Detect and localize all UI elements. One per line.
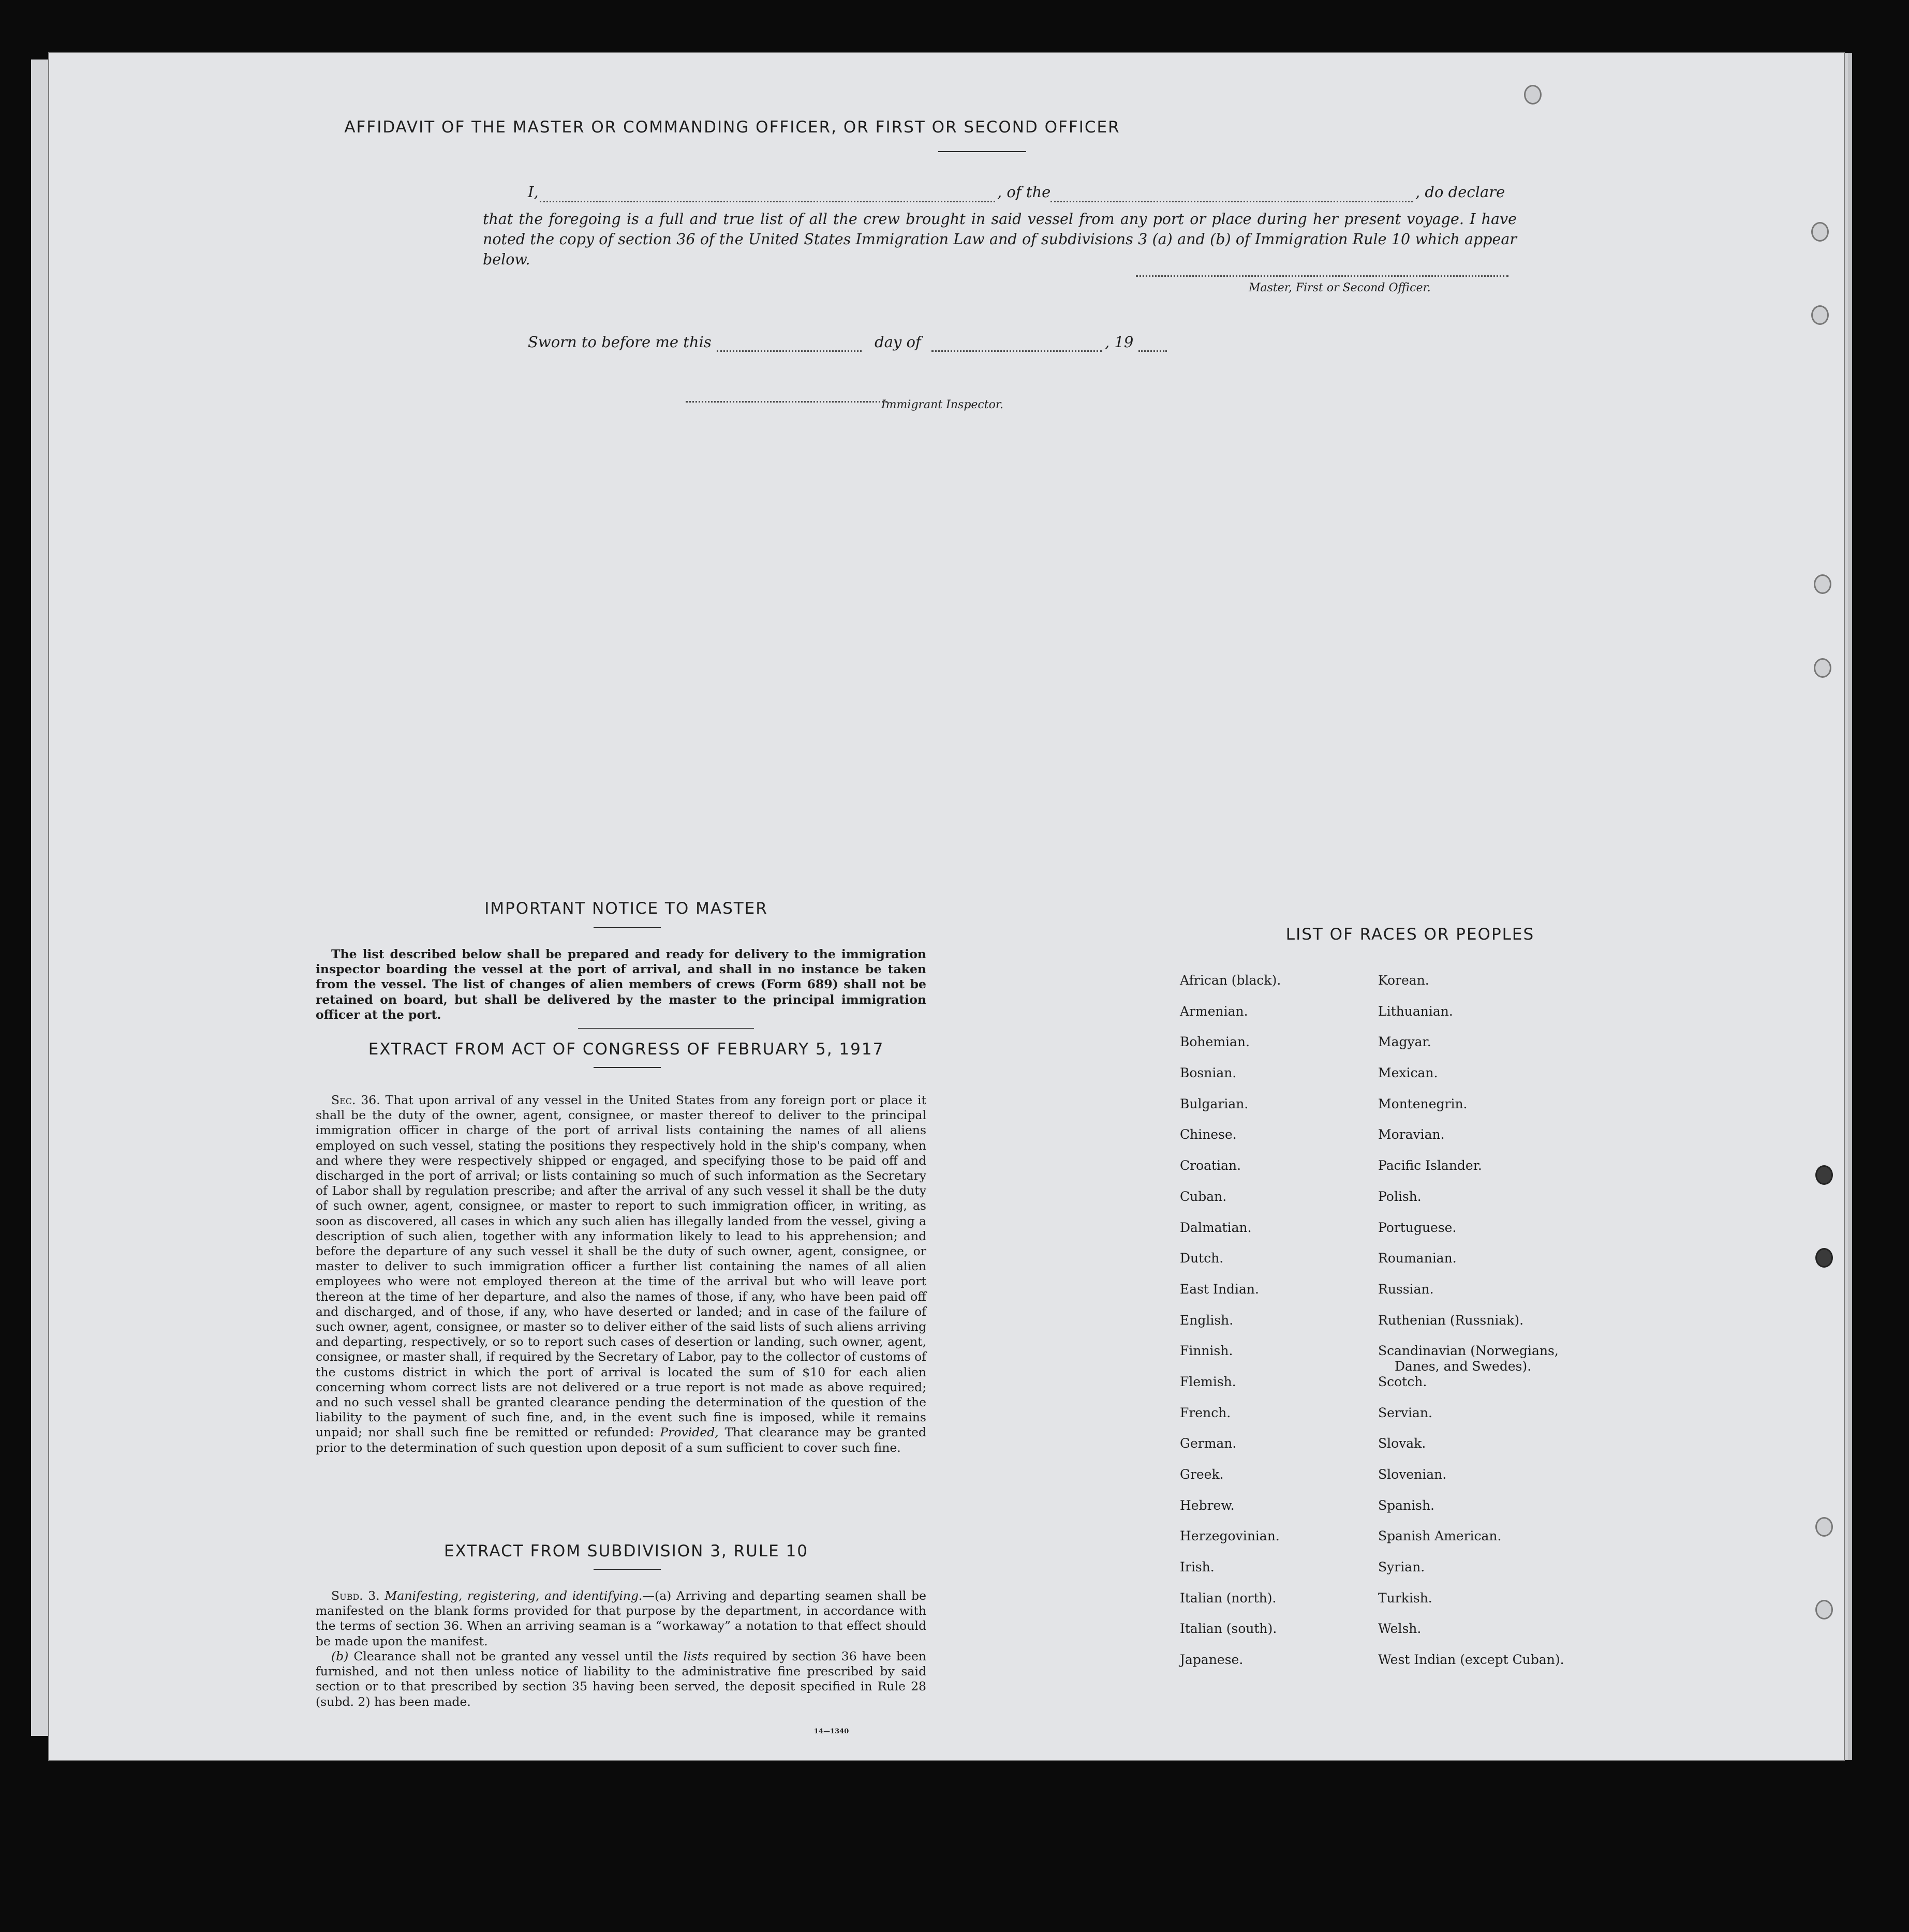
section-36-text: That upon arrival of any vessel in the United States from any foreign port or place it shall be the duty of the owner, agent, consignee, or master thereof to deliver to the principal immigration officer in charge of the port of arrival lists containing the names of all aliens employed on such vessel, stating the positions they respectively hold in the ship's company, when and where they were respectively shipped or engaged, and specifying those to be paid off and discharged in the port of arrival; or lists containing so much of such information as the Secretary of Labor shall by regulation prescribe; and after the arrival of any such vessel it shall be the duty of such owner, agent, consignee, or master to report to such immigration officer, in writing, as soon as discovered, all cases in which any such alien has illegally landed from the vessel, giving a description of such alien, together with any information likely to lead to his apprehension; and before the departure of any such vessel it shall be the duty of such owner, agent, consignee, or master to deliver to such immigration officer a further list containing the names of all alien employees who were not employed thereon at the time of the arrival but who will leave port thereon at the time of her departure, and also the names of those, if any, who have been paid off and discharged, and of those, if any, who have deserted or landed; and in case of the failure of such owner, agent, consignee, or master so to deliver either of the said lists of such aliens arriving and departing, respectively, or so to report such cases of desertion or landing, such owner, agent, consignee, or master shall, if required by the Secretary of Labor, pay to the collector of customs of the customs district in which the port of arrival is located the sum of $10 for each alien concerning whom correct lists are not delivered or a true report is not made as above required; and no such vessel shall be granted clearance pending the determination of the question of the liability to the payment of such fine, and, in the event such fine is imposed, while it remains unpaid; nor shall such fine be remitted or refunded:	[316, 1093, 926, 1440]
race-item: Cuban.	[1180, 1188, 1227, 1204]
binding-hole-icon	[1814, 658, 1831, 678]
race-item: French.	[1180, 1405, 1231, 1420]
race-item-line: Scandinavian (Norwegians,	[1378, 1343, 1559, 1359]
race-item: Bosnian.	[1180, 1065, 1237, 1081]
sworn-dayof-label: day of	[875, 333, 921, 351]
affidavit-title-rule	[938, 151, 1026, 152]
race-item: Armenian.	[1180, 1003, 1248, 1019]
binding-hole-icon	[1815, 1165, 1833, 1185]
notice-text: The list described below shall be prepared and ready for delivery to the immigration inspector boarding the vessel at the port of arrival, and shall in no instance be taken from the vessel. The list of changes of alien members of crews (Form 689) shall not be retained on board, but shall be delivered by the master to the principal immigration officer at the port.	[316, 947, 926, 1022]
race-item: German.	[1180, 1436, 1237, 1451]
act-extract-text	[316, 1093, 926, 1455]
race-item: Turkish.	[1378, 1590, 1432, 1606]
sworn-month-field[interactable]	[931, 350, 1102, 352]
race-item: Korean.	[1378, 973, 1429, 988]
race-item: Polish.	[1378, 1188, 1422, 1204]
binding-hole-icon	[1815, 1600, 1833, 1619]
race-item: Bohemian.	[1180, 1034, 1250, 1050]
notice-rule	[578, 1028, 754, 1029]
notice-title-rule	[594, 927, 661, 928]
race-item: Montenegrin.	[1378, 1096, 1468, 1111]
race-item: Slovenian.	[1378, 1467, 1447, 1482]
inspector-label: Immigrant Inspector.	[881, 398, 1003, 411]
subd-label: Subd. 3.	[331, 1588, 380, 1603]
subd-title: Manifesting, registering, and identifying.	[384, 1588, 643, 1603]
races-right-column	[1378, 973, 1564, 1683]
act-extract-rule	[594, 1067, 661, 1068]
form-number: 14—1340	[814, 1728, 849, 1735]
race-item: Slovak.	[1378, 1436, 1426, 1451]
race-item: Spanish.	[1378, 1497, 1435, 1513]
race-item: Japanese.	[1180, 1652, 1244, 1668]
race-item: Lithuanian.	[1378, 1003, 1453, 1019]
race-item-scandinavian	[1378, 1343, 1564, 1374]
race-item: Scotch.	[1378, 1374, 1427, 1389]
race-item: Servian.	[1378, 1405, 1432, 1420]
notice-title: IMPORTANT NOTICE TO MASTER	[484, 899, 768, 918]
affidavit-text: that the foregoing is a full and true list of all the crew brought in said vessel from any port or place during her present voyage. I have noted the copy of section 36 of the United States Immigration Law and of subdivisions 3 (a) and (b) of Immigration Rule 10 which appear below.	[483, 211, 1517, 268]
rule-extract-b	[316, 1649, 926, 1710]
race-item: West Indian (except Cuban).	[1378, 1652, 1564, 1668]
race-item: Dutch.	[1180, 1251, 1224, 1266]
race-item: African (black).	[1180, 973, 1281, 988]
race-item: Syrian.	[1378, 1559, 1425, 1575]
race-item: Irish.	[1180, 1559, 1215, 1575]
inspector-signature-field[interactable]	[686, 401, 887, 403]
affidavit-i-label: I,	[528, 183, 539, 201]
sworn-label: Sworn to before me this	[528, 333, 712, 351]
sworn-day-field[interactable]	[717, 350, 862, 352]
master-signature-field[interactable]	[1136, 275, 1508, 277]
race-item: Spanish American.	[1378, 1528, 1502, 1544]
race-item: Bulgarian.	[1180, 1096, 1249, 1111]
races-title: LIST OF RACES OR PEOPLES	[1285, 925, 1535, 944]
binding-hole-icon	[1814, 574, 1831, 594]
section-label: Sec. 36.	[331, 1093, 380, 1107]
race-item: Flemish.	[1180, 1374, 1236, 1389]
act-extract-title: EXTRACT FROM ACT OF CONGRESS OF FEBRUARY 5, 1917	[368, 1040, 884, 1059]
sworn-year-field[interactable]	[1138, 350, 1167, 352]
races-left-column	[1180, 973, 1281, 1683]
subd-b-label: (b)	[331, 1649, 349, 1663]
race-item: English.	[1180, 1312, 1234, 1328]
affidavit-declare-label: , do declare	[1415, 183, 1505, 201]
race-item: Russian.	[1378, 1281, 1434, 1297]
race-item: Italian (north).	[1180, 1590, 1277, 1606]
rule-extract-a	[316, 1588, 926, 1649]
binding-hole-icon	[1811, 305, 1829, 325]
race-item: Mexican.	[1378, 1065, 1438, 1081]
subd-a-text: Arriving and departing seamen shall be manifested on the blank forms provided for that purpose by the department, in accordance with the terms of section 36. When an arriving seaman is a “workaway” a notation to that effect should be made upon the manifest.	[316, 1588, 926, 1648]
vessel-field[interactable]	[1050, 201, 1413, 202]
master-signature-label: Master, First or Second Officer.	[1249, 281, 1431, 294]
race-item: Chinese.	[1180, 1127, 1237, 1142]
name-field[interactable]	[540, 201, 995, 202]
race-item: Croatian.	[1180, 1158, 1241, 1173]
subd-b-text2: required by section 36 have been furnished, and not then unless notice of liability to the administrative fine prescribed by said section or to that prescribed by section 35 having been served, the deposit specified in Rule 28 (subd. 2) has been made.	[316, 1649, 926, 1709]
sworn-year-label: , 19	[1105, 333, 1134, 351]
race-item: Finnish.	[1180, 1343, 1233, 1359]
race-item: Hebrew.	[1180, 1497, 1235, 1513]
race-item: Welsh.	[1378, 1621, 1422, 1637]
race-item: Greek.	[1180, 1467, 1224, 1482]
rule-extract-rule	[594, 1569, 661, 1570]
document-page	[49, 53, 1844, 1760]
race-item: Pacific Islander.	[1378, 1158, 1482, 1173]
race-item: Herzegovinian.	[1180, 1528, 1280, 1544]
race-item: Portuguese.	[1378, 1220, 1457, 1235]
race-item: Magyar.	[1378, 1034, 1431, 1050]
subd-b-text: Clearance shall not be granted any vessel until the	[353, 1649, 678, 1663]
race-item: Ruthenian (Russniak).	[1378, 1312, 1524, 1328]
race-item: East Indian.	[1180, 1281, 1259, 1297]
race-item: Moravian.	[1378, 1127, 1445, 1142]
proviso-label: Provided,	[660, 1425, 719, 1440]
race-item: Italian (south).	[1180, 1621, 1277, 1637]
proviso-text: That clearance may be granted prior to the determination of such question upon deposit of a sum sufficient to cover such fine.	[316, 1425, 926, 1455]
race-item: Roumanian.	[1378, 1251, 1457, 1266]
subd-b-lists: lists	[683, 1649, 709, 1663]
rule-extract-title: EXTRACT FROM SUBDIVISION 3, RULE 10	[443, 1542, 809, 1561]
race-item-line-cont: Danes, and Swedes).	[1395, 1359, 1532, 1374]
binding-hole-icon	[1815, 1248, 1833, 1268]
race-item: Dalmatian.	[1180, 1220, 1252, 1235]
binding-hole-icon	[1524, 85, 1542, 105]
affidavit-of-label: , of the	[997, 183, 1051, 201]
binding-hole-icon	[1815, 1517, 1833, 1537]
binding-hole-icon	[1811, 222, 1829, 242]
affidavit-title: AFFIDAVIT OF THE MASTER OR COMMANDING OFFICER, OR FIRST OR SECOND OFFICER	[344, 118, 1120, 137]
subd-a-label: —(a)	[642, 1588, 672, 1603]
